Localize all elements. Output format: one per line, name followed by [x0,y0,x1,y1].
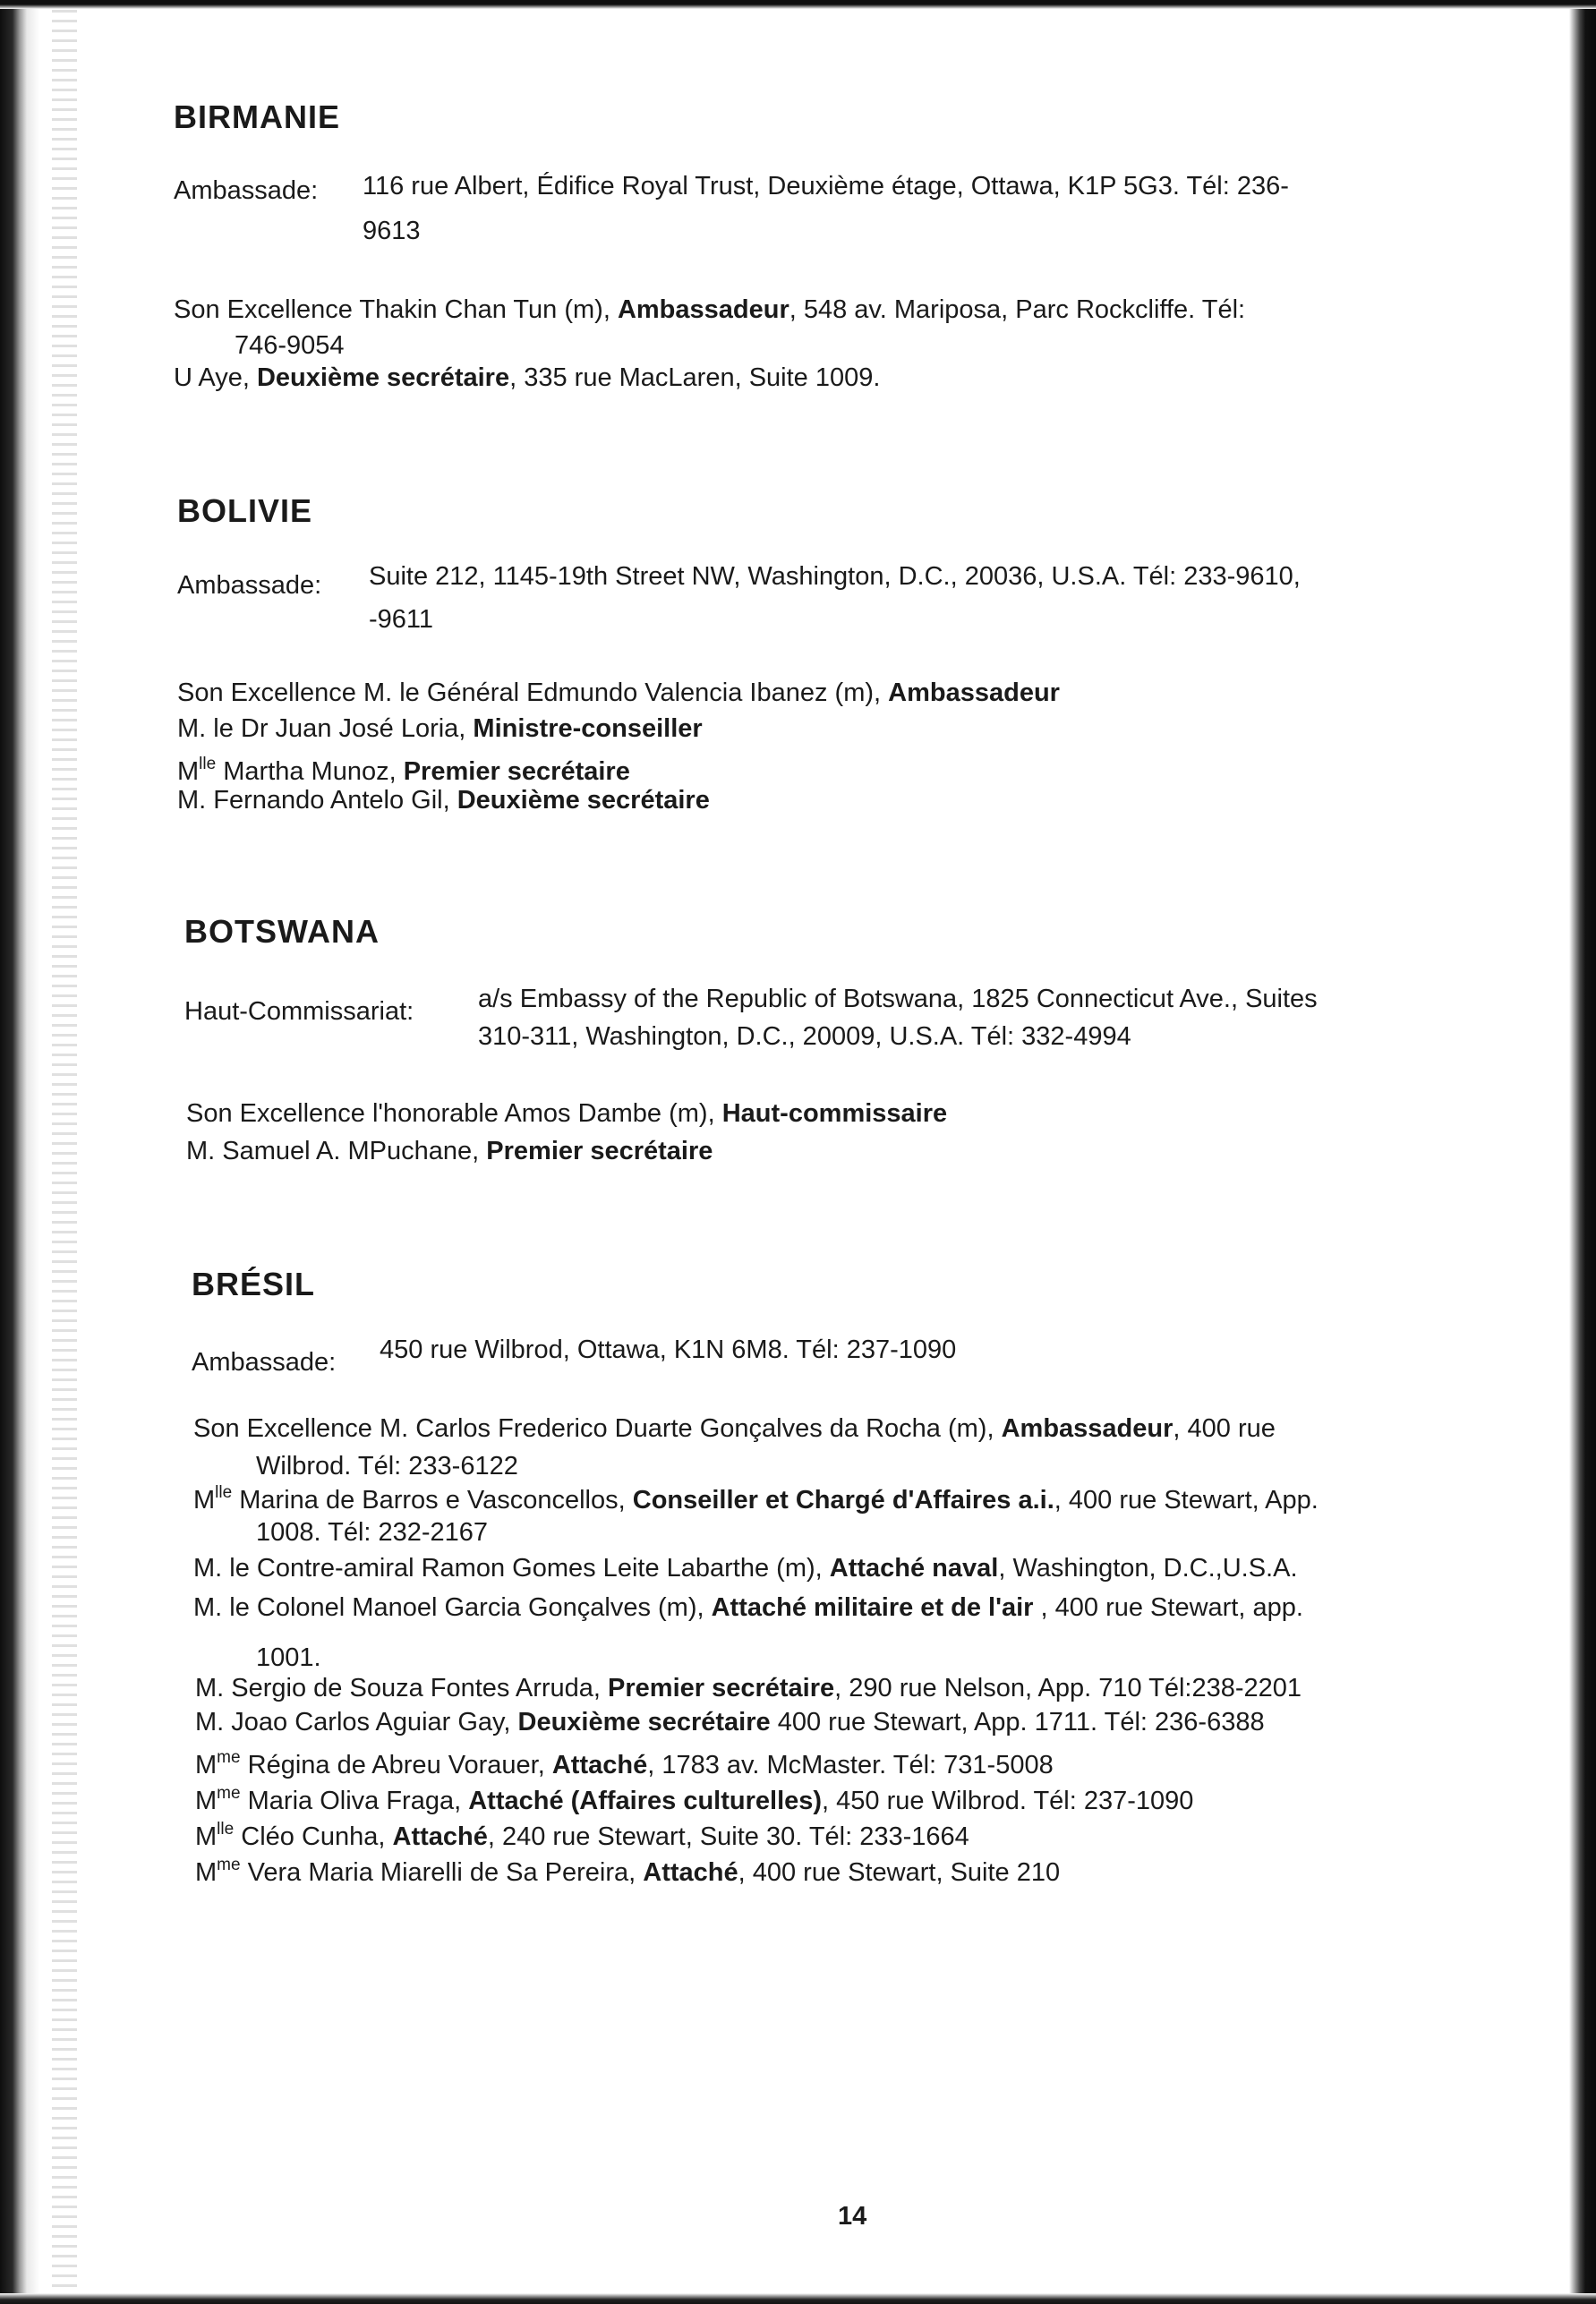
staff-entry: Son Excellence M. Carlos Frederico Duarte Gonçalves da Rocha (m), Ambassadeur, 400 rue [193,1414,1276,1443]
staff-entry: $M^{me}$ Régina de Abreu Vorauer, Attaché, 1783 av. McMaster. Tél: 731-5008 [195,1748,1054,1779]
scan-bottom-edge [0,2293,1596,2304]
staff-entry: M. Sergio de Souza Fontes Arruda, Premier secrétaire, 290 rue Nelson, App. 710 Tél:238-2201 [195,1674,1302,1702]
haut-commissariat-label: Haut-Commissariat: [184,997,414,1026]
ambassade-label: Ambassade: [192,1348,337,1377]
ambassade-address: Suite 212, 1145-19th Street NW, Washington, D.C., 20036, U.S.A. Tél: 233-9610, [369,562,1301,591]
ambassade-address: 116 rue Albert, Édifice Royal Trust, Deuxième étage, Ottawa, K1P 5G3. Tél: 236- [363,172,1289,201]
page-number: 14 [838,2202,867,2231]
staff-entry: $M^{lle}$ Martha Munoz, Premier secrétaire [177,755,630,786]
staff-entry: $M^{lle}$ Cléo Cunha, Attaché, 240 rue Stewart, Suite 30. Tél: 233-1664 [195,1820,969,1851]
staff-entry: M. Fernando Antelo Gil, Deuxième secrétaire [177,786,710,815]
staff-entry: M. le Contre-amiral Ramon Gomes Leite Labarthe (m), Attaché naval, Washington, D.C.,U.S.A. [193,1554,1298,1583]
country-heading: BOTSWANA [184,913,380,950]
staff-entry-cont: Wilbrod. Tél: 233-6122 [256,1452,518,1481]
staff-entry: Son Excellence l'honorable Amos Dambe (m), Haut-commissaire [186,1099,948,1128]
scan-left-edge-noise [52,0,77,2304]
scan-right-edge [1569,0,1596,2304]
staff-entry: M. Samuel A. MPuchane, Premier secrétaire [186,1137,713,1165]
ambassade-address-cont: 9613 [363,217,421,245]
staff-entry: $M^{me}$ Vera Maria Miarelli de Sa Pereira, Attaché, 400 rue Stewart, Suite 210 [195,1856,1061,1887]
staff-entry: M. Joao Carlos Aguiar Gay, Deuxième secrétaire 400 rue Stewart, App. 1711. Tél: 236-6388 [195,1708,1265,1737]
ambassade-label: Ambassade: [177,571,322,600]
staff-entry: M. le Dr Juan José Loria, Ministre-conseiller [177,714,703,743]
haut-commissariat-address: a/s Embassy of the Republic of Botswana, 1825 Connecticut Ave., Suites [478,985,1318,1013]
scan-top-edge [0,0,1596,9]
haut-commissariat-address-cont: 310-311, Washington, D.C., 20009, U.S.A. Tél: 332-4994 [478,1022,1131,1051]
staff-entry-cont: 1008. Tél: 232-2167 [256,1518,489,1547]
country-heading: BOLIVIE [177,492,313,529]
staff-entry-cont: 1001. [256,1643,321,1672]
staff-entry: Son Excellence Thakin Chan Tun (m), Ambassadeur, 548 av. Mariposa, Parc Rockcliffe. Tél: [174,295,1246,324]
country-heading: BRÉSIL [192,1266,316,1302]
staff-entry: M. le Colonel Manoel Garcia Gonçalves (m), Attaché militaire et de l'air , 400 rue Stewart, app. [193,1593,1303,1622]
country-heading: BIRMANIE [174,98,340,135]
ambassade-address-cont: -9611 [369,605,434,634]
staff-entry: $M^{me}$ Maria Oliva Fraga, Attaché (Affaires culturelles), 450 rue Wilbrod. Tél: 237-1090 [195,1784,1194,1815]
ambassade-address: 450 rue Wilbrod, Ottawa, K1N 6M8. Tél: 237-1090 [380,1335,957,1364]
staff-entry: $M^{lle}$ Marina de Barros e Vasconcellos, Conseiller et Chargé d'Affaires a.i., 400 rue Stewart, App. [193,1483,1319,1515]
ambassade-label: Ambassade: [174,176,319,205]
staff-entry: Son Excellence M. le Général Edmundo Valencia Ibanez (m), Ambassadeur [177,678,1060,707]
staff-entry-cont: 746-9054 [235,331,345,360]
staff-entry: U Aye, Deuxième secrétaire, 335 rue MacLaren, Suite 1009. [174,363,881,392]
